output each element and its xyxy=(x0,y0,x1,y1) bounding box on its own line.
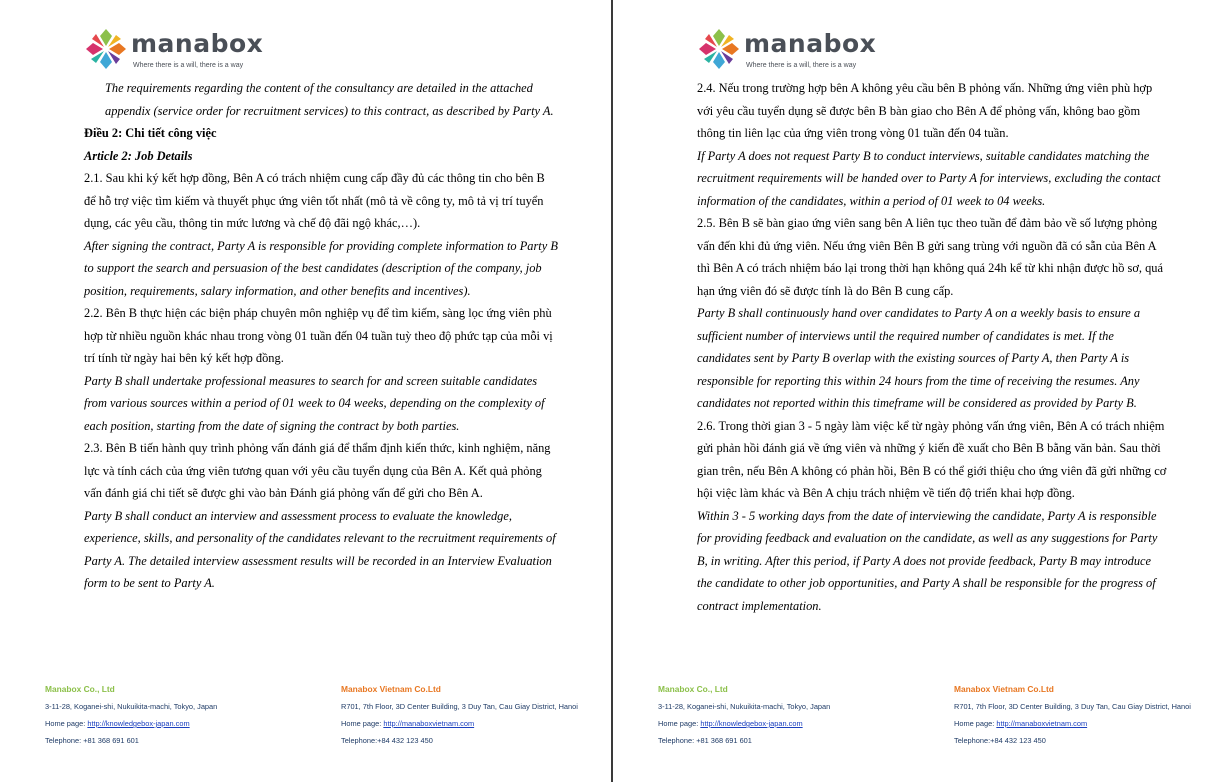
footer-jp-phone: Telephone: +81 368 691 601 xyxy=(658,736,752,745)
clause-2-5-vi: 2.5. Bên B sẽ bàn giao ứng viên sang bên A liên tục theo tuần để đảm bảo về số lượng phỏng vấn đến khi đủ ứng viên. Nếu ứng viên Bên B gửi sang trùng với nguồn đã có sẵn của Bên A thì Bên A có trách nhiệm báo lại trong thời hạn không quá 24h kể từ khi nhận được hồ sơ, quá hạn ứng viên đó sẽ được tính là do Bên B cung cấp. xyxy=(697,216,1163,298)
footer-jp-company: Manabox Co., Ltd xyxy=(658,684,728,694)
footer-vn-phone: Telephone:+84 432 123 450 xyxy=(341,736,433,745)
article-2-heading-vi: Điều 2: Chi tiết công việc xyxy=(84,126,217,140)
footer-vn-address: R701, 7th Floor, 3D Center Building, 3 Duy Tan, Cau Giay District, Hanoi xyxy=(341,702,578,711)
footer-japan-office xyxy=(45,684,285,745)
right-page-body xyxy=(697,77,1167,617)
clause-2-6-en: Within 3 - 5 working days from the date of interviewing the candidate, Party A is responsible for providing feedback and evaluation on the candidate, as well as any suggestions for Party B, in writing. After this period, if Party A does not provide feedback, Party B may introduce the candidate to other job opportunities, and Party A shall be responsible for the progress of contract implementation. xyxy=(697,508,1158,613)
footer-jp-homepage: Home page: http://knowledgebox-japan.com xyxy=(45,719,190,728)
clause-2-4-en: If Party A does not request Party B to conduct interviews, suitable candidates matching the recruitment requirements will be handed over to Party A for interviews, excluding the contact information of the candidates, within a period of 01 week to 04 weeks. xyxy=(697,148,1161,208)
logo-tagline: Where there is a will, there is a way xyxy=(133,62,244,69)
clause-2-1-vi: 2.1. Sau khi ký kết hợp đồng, Bên A có trách nhiệm cung cấp đầy đủ các thông tin cho bên B để hỗ trợ việc tìm kiếm và thuyết phục ứng viên tốt nhất (mô tả về công ty, mô tả vị trí tuyển dụng, các yêu cầu, thông tin mức lương và chế độ đãi ngộ khác,…). xyxy=(84,171,545,230)
clause-2-3-en: Party B shall conduct an interview and assessment process to evaluate the knowledge, experience, skills, and personality of the candidates relevant to the recruitment requirements of Party A. The detailed interview assessment results will be recorded in an Interview Evaluation form to be sent to Party A. xyxy=(84,508,556,590)
footer-jp-address: 3-11-28, Koganei-shi, Nukuikita-machi, Tokyo, Japan xyxy=(658,702,831,711)
footer-jp-homepage-link[interactable]: http://knowledgebox-japan.com xyxy=(87,719,190,728)
clause-2-4-vi: 2.4. Nếu trong trường hợp bên A không yêu cầu bên B phỏng vấn. Những ứng viên phù hợp với yêu cầu tuyển dụng sẽ được bên B bàn giao cho Bên A để phỏng vấn, không bao gồm thông tin liên lạc của ứng viên trong vòng 01 tuần đến 04 tuần. xyxy=(697,81,1153,140)
footer-vn-phone: Telephone:+84 432 123 450 xyxy=(954,736,1046,745)
footer-vn-homepage: Home page: http://manaboxvietnam.com xyxy=(954,719,1088,728)
footer-vn-company: Manabox Vietnam Co.Ltd xyxy=(341,684,441,694)
manabox-flower-icon xyxy=(84,27,128,71)
clause-2-5-en: Party B shall continuously hand over candidates to Party A on a weekly basis to ensure a sufficient number of interviews until the required number of candidates is met. If the candidates sent by Party B overlap with the existing sources of Party A, then Party A is responsible for reporting this within 24 hours from the time of receiving the resumes. Any candidates not reported within this timeframe will be considered as provided by Party B. xyxy=(697,306,1141,410)
document-page-left xyxy=(0,0,611,782)
footer-jp-address: 3-11-28, Koganei-shi, Nukuikita-machi, Tokyo, Japan xyxy=(45,702,218,711)
footer-vietnam-office xyxy=(954,684,1204,745)
clause-2-2-en: Party B shall undertake professional measures to search for and screen suitable candidates from various sources within a period of 01 week to 04 weeks, depending on the complexity of each position, starting from the date of signing the contract by both parties. xyxy=(84,373,545,433)
footer-jp-phone: Telephone: +81 368 691 601 xyxy=(45,736,139,745)
logo-tagline: Where there is a will, there is a way xyxy=(746,62,857,69)
footer-jp-homepage: Home page: http://knowledgebox-japan.com xyxy=(658,719,803,728)
manabox-flower-icon xyxy=(697,27,741,71)
logo-wordmark: manabox xyxy=(744,29,877,58)
footer-japan-office xyxy=(658,684,898,745)
clause-2-2-vi: 2.2. Bên B thực hiện các biện pháp chuyên môn nghiệp vụ để tìm kiếm, sàng lọc ứng viên phù hợp từ nhiều nguồn khác nhau trong vòng 01 tuần đến 04 tuần tuỳ theo độ phức tạp của mỗi vị trí tính từ ngày hai bên ký kết hợp đồng. xyxy=(84,306,553,365)
article-2-heading-en: Article 2: Job Details xyxy=(84,148,193,163)
footer-vn-homepage-link[interactable]: http://manaboxvietnam.com xyxy=(996,719,1088,728)
footer-vn-homepage: Home page: http://manaboxvietnam.com xyxy=(341,719,475,728)
manabox-logo xyxy=(697,27,897,73)
footer-vn-address: R701, 7th Floor, 3D Center Building, 3 Duy Tan, Cau Giay District, Hanoi xyxy=(954,702,1191,711)
footer-vn-homepage-link[interactable]: http://manaboxvietnam.com xyxy=(383,719,475,728)
footer-vn-company: Manabox Vietnam Co.Ltd xyxy=(954,684,1054,694)
intro-paragraph: The requirements regarding the content of the consultancy are detailed in the attached appendix (service order for recruitment services) to this contract, as described by Party A. xyxy=(105,81,554,118)
clause-2-6-vi: 2.6. Trong thời gian 3 - 5 ngày làm việc kể từ ngày phỏng vấn ứng viên, Bên A có trách nhiệm gửi phản hồi đánh giá về ứng viên và những ý kiến đề xuất cho Bên B bằng văn bản. Sau thời gian trên, nếu Bên A không có phản hồi, Bên B có thể giới thiệu cho ứng viên đã gửi những cơ hội việc làm khác và Bên A chịu trách nhiệm về tiến độ triển khai hợp đồng. xyxy=(697,418,1167,500)
manabox-logo xyxy=(84,27,284,73)
document-page-right xyxy=(613,0,1224,782)
clause-2-1-en: After signing the contract, Party A is responsible for providing complete information to Party B to support the search and persuasion of the best candidates (description of the company, job position, requirements, salary information, and other benefits and incentives). xyxy=(84,238,558,298)
footer-jp-homepage-link[interactable]: http://knowledgebox-japan.com xyxy=(700,719,803,728)
clause-2-3-vi: 2.3. Bên B tiến hành quy trình phỏng vấn đánh giá để thẩm định kiến thức, kinh nghiệm, năng lực và tính cách của ứng viên tương quan với yêu cầu tuyển dụng của Bên A. Kết quả phỏng vấn đánh giá chi tiết sẽ được ghi vào bản Đánh giá phỏng vấn để gửi cho Bên A. xyxy=(84,441,551,500)
left-page-body xyxy=(84,77,559,595)
logo-wordmark: manabox xyxy=(131,29,264,58)
footer-jp-company: Manabox Co., Ltd xyxy=(45,684,115,694)
footer-vietnam-office xyxy=(341,684,591,745)
